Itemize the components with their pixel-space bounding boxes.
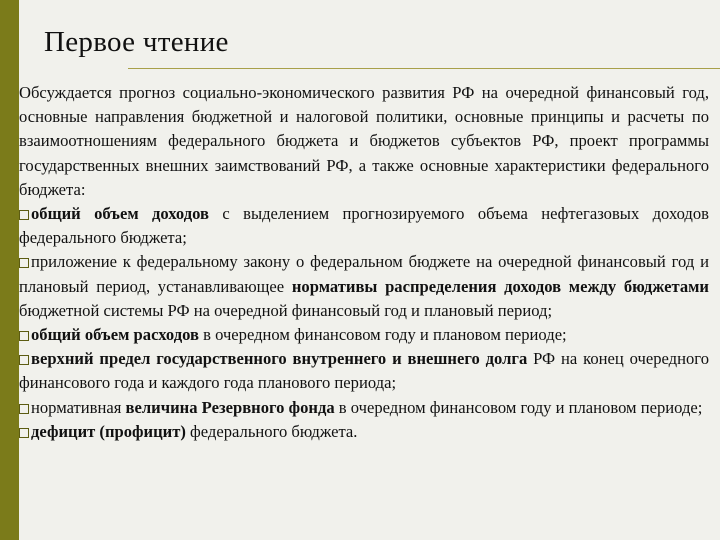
list-item	[19, 202, 709, 250]
item-text: в очередном финансовом году и плановом периоде;	[334, 397, 703, 417]
item-text: федерального бюджета.	[185, 421, 358, 441]
item-bold-text: общий объем доходов	[31, 204, 209, 224]
item-text: бюджетной системы РФ на очередной финансовый год и плановый период;	[19, 300, 553, 320]
slide-body	[19, 81, 709, 444]
square-bullet-icon	[19, 428, 29, 438]
item-bold-text: верхний предел государственного внутреннего и внешнего долга	[31, 349, 528, 369]
item-text: в очередном финансовом году и плановом периоде;	[198, 325, 567, 345]
item-text: приложение к федеральному закону о федеральном бюджете на очередной финансовый год и плановый период, устанавливающее	[19, 252, 709, 296]
item-text: с выделением прогнозируемого объема нефтегазовых доходов федерального бюджета;	[19, 204, 709, 248]
list-item	[19, 396, 709, 420]
intro-paragraph: Обсуждается прогноз социально-экономического развития РФ на очередной финансовый год, основные направления бюджетной и налоговой политики, основные принципы и расчеты по взаимоотношениям федерального бюджета и бюджетов субъектов РФ, проект программы государственных внешних заимствований РФ, а также основные характеристики федерального бюджета:	[19, 83, 709, 199]
square-bullet-icon	[19, 210, 29, 220]
item-bold-text: нормативы распределения доходов между бюджетами	[291, 276, 709, 296]
list-item	[19, 347, 709, 395]
square-bullet-icon	[19, 355, 29, 365]
slide-title: Первое чтение	[44, 26, 229, 58]
list-item	[19, 323, 709, 347]
list-item	[19, 420, 709, 444]
square-bullet-icon	[19, 331, 29, 341]
left-accent-bar	[0, 0, 19, 540]
title-divider	[128, 68, 720, 69]
square-bullet-icon	[19, 404, 29, 414]
square-bullet-icon	[19, 258, 29, 268]
item-text: РФ на конец очередного финансового года и каждого года планового периода;	[19, 349, 709, 393]
item-bold-text: общий объем расходов	[31, 325, 199, 345]
list-item	[19, 250, 709, 323]
item-text: нормативная	[31, 397, 126, 417]
item-bold-text: величина Резервного фонда	[125, 397, 335, 417]
item-bold-text: дефицит (профицит)	[31, 421, 186, 441]
